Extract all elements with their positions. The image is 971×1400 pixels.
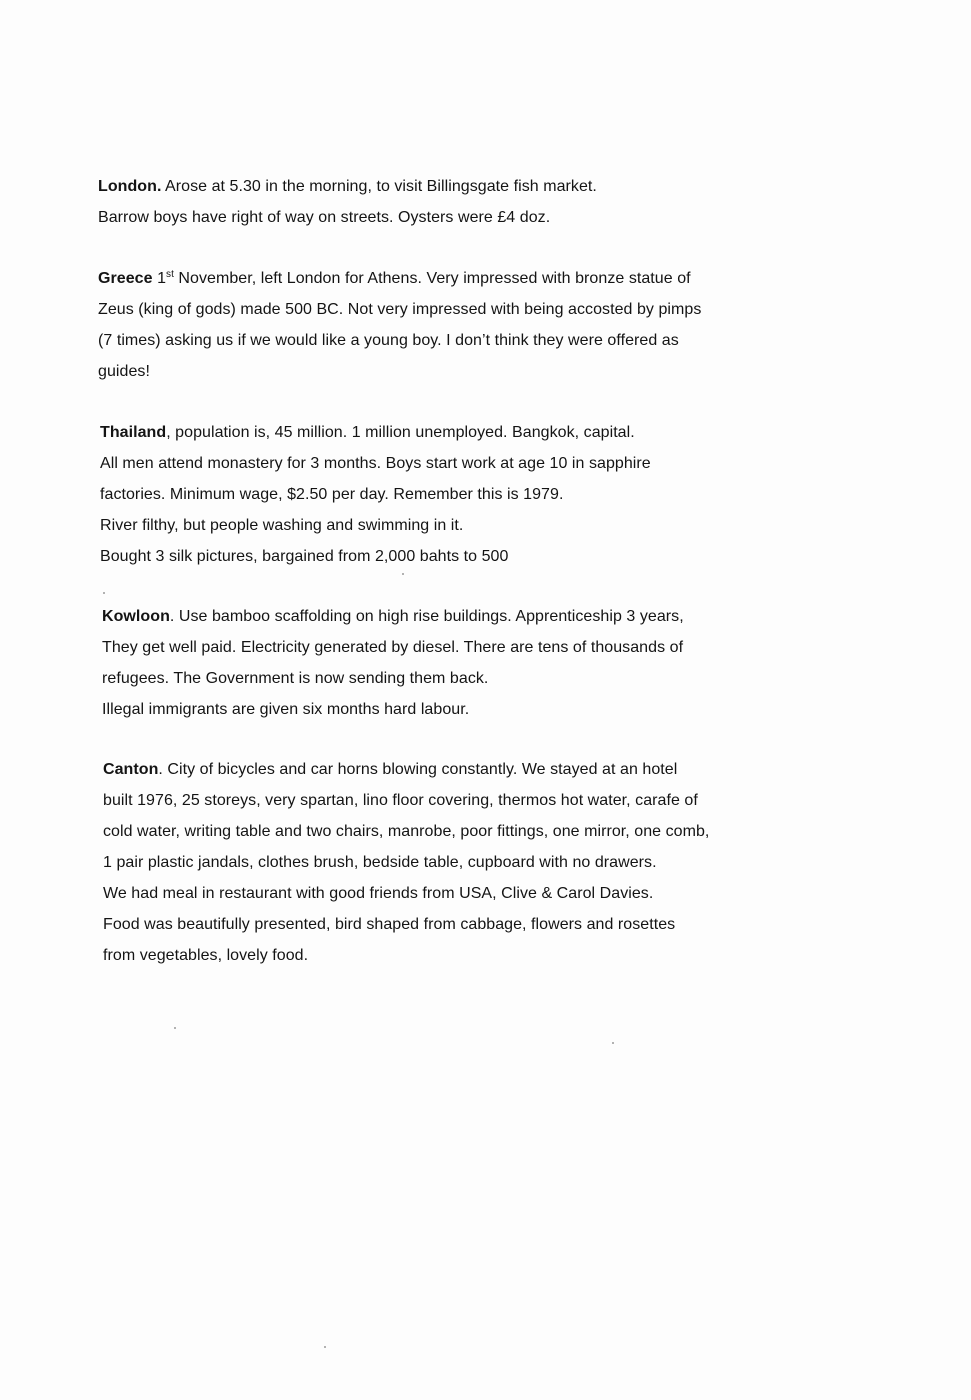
entry-thailand: [100, 417, 840, 572]
entry-kowloon: [102, 601, 842, 725]
scan-speck: [174, 1027, 176, 1029]
entry-line: 1 pair plastic jandals, clothes brush, bedside table, cupboard with no drawers.: [103, 854, 657, 871]
entry-line: [100, 417, 840, 448]
entry-canton: [103, 754, 843, 971]
place-name: Canton: [103, 761, 159, 778]
entry-line: Barrow boys have right of way on streets. Oysters were £4 doz.: [98, 209, 551, 226]
entry-text: . Use bamboo scaffolding on high rise buildings. Apprenticeship 3 years,: [169, 608, 684, 625]
entry-line: guides!: [98, 363, 150, 380]
entry-line: [98, 263, 838, 294]
entry-line: from vegetables, lovely food.: [103, 947, 309, 964]
entry-greece: [98, 263, 838, 387]
entry-line: We had meal in restaurant with good friends from USA, Clive & Carol Davies.: [103, 885, 654, 902]
entry-line: [102, 601, 842, 632]
place-name: Kowloon: [102, 608, 170, 625]
entry-text: Arose at 5.30 in the morning, to visit Billingsgate fish market.: [161, 178, 597, 195]
entry-line: refugees. The Government is now sending them back.: [102, 670, 489, 687]
scan-speck: [103, 592, 105, 594]
entry-line: Food was beautifully presented, bird shaped from cabbage, flowers and rosettes: [103, 916, 676, 933]
place-name: London.: [98, 178, 162, 195]
entry-line: Illegal immigrants are given six months hard labour.: [102, 701, 470, 718]
date-number: 1: [152, 270, 167, 287]
entry-text: , population is, 45 million. 1 million unemployed. Bangkok, capital.: [166, 424, 635, 441]
entry-line: factories. Minimum wage, $2.50 per day. Remember this is 1979.: [100, 486, 564, 503]
entry-line: built 1976, 25 storeys, very spartan, lino floor covering, thermos hot water, carafe of: [103, 792, 698, 809]
scan-speck: [612, 1042, 614, 1044]
scan-speck: [402, 573, 404, 575]
entry-line: They get well paid. Electricity generated by diesel. There are tens of thousands of: [102, 639, 684, 656]
entry-text: November, left London for Athens. Very impressed with bronze statue of: [173, 270, 691, 287]
entry-line: Zeus (king of gods) made 500 BC. Not very impressed with being accosted by pimps: [98, 301, 702, 318]
date-suffix: st: [166, 269, 174, 280]
place-name: Greece: [98, 270, 153, 287]
entry-line: River filthy, but people washing and swimming in it.: [100, 517, 464, 534]
entry-text: . City of bicycles and car horns blowing constantly. We stayed at an hotel: [158, 761, 678, 778]
entry-london: [98, 171, 838, 233]
entry-line: [103, 754, 843, 785]
scan-speck: [324, 1346, 326, 1348]
place-name: Thailand: [100, 424, 167, 441]
entry-line: All men attend monastery for 3 months. Boys start work at age 10 in sapphire: [100, 455, 651, 472]
entry-line: cold water, writing table and two chairs, manrobe, poor fittings, one mirror, one comb,: [103, 823, 710, 840]
entry-line: Bought 3 silk pictures, bargained from 2,000 bahts to 500: [100, 548, 509, 565]
entry-line: (7 times) asking us if we would like a young boy. I don’t think they were offered as: [98, 332, 679, 349]
entry-line: [98, 171, 838, 202]
